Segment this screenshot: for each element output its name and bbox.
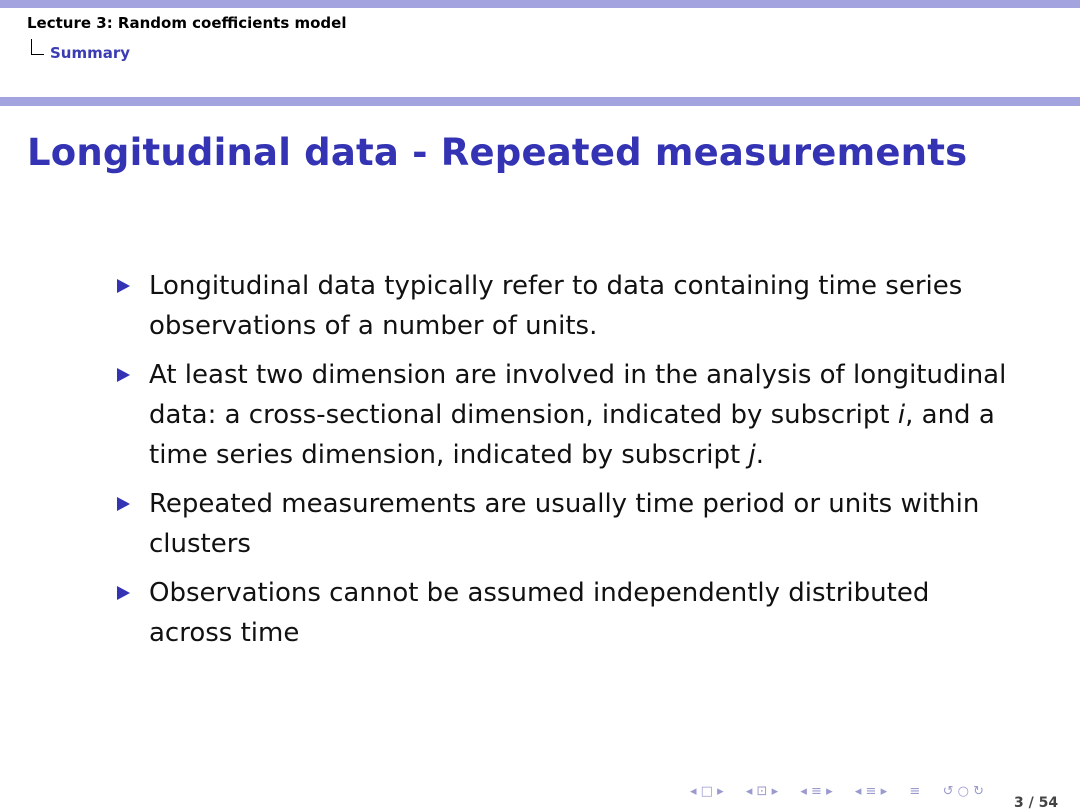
nav-search-icon[interactable]: ↺ ○ ↻ [942, 784, 984, 799]
list-item [117, 573, 1017, 653]
list-item [117, 355, 1017, 475]
bullet-arrow-icon [117, 586, 130, 600]
bullet-text-part: , and a time series dimension, indicated by subscript [149, 400, 995, 470]
bullet-arrow-icon [117, 279, 130, 293]
bullet-list [117, 266, 1017, 662]
header-rule [0, 97, 1080, 106]
nav-frame-icon[interactable]: ◂ ⊡ ▸ [745, 784, 779, 799]
page-title: Longitudinal data - Repeated measurements [27, 131, 968, 174]
breadcrumb-lecture: Lecture 3: Random coefficients model [27, 14, 347, 32]
navigation-bar [690, 784, 986, 804]
math-variable-i: i [897, 400, 906, 430]
nav-subsection-icon[interactable]: ◂ ≡ ▸ [854, 784, 888, 799]
bullet-text: Longitudinal data typically refer to data containing time series observations of a number of units. [149, 271, 963, 341]
bullet-text: Repeated measurements are usually time period or units within clusters [149, 489, 980, 559]
bullet-text-part: . [755, 440, 764, 470]
nav-first-icon[interactable]: ◂ □ ▸ [690, 784, 724, 799]
top-rule [0, 0, 1080, 8]
math-variable-j: j [748, 440, 756, 470]
page-number: 3 / 54 [1014, 795, 1059, 811]
bullet-text: Observations cannot be assumed independently distributed across time [149, 578, 930, 648]
bullet-arrow-icon [117, 368, 130, 382]
list-item [117, 484, 1017, 564]
bullet-text-part: At least two dimension are involved in the analysis of longitudinal data: a cross-sectional dimension, indicated by subscript [149, 360, 1007, 430]
nav-section-icon[interactable]: ◂ ≡ ▸ [800, 784, 833, 799]
breadcrumb-section: Summary [50, 44, 131, 62]
list-item [117, 266, 1017, 346]
bullet-arrow-icon [117, 497, 130, 511]
breadcrumb-tree-connector [31, 39, 44, 55]
nav-menu-icon[interactable]: ≡ [909, 784, 921, 799]
